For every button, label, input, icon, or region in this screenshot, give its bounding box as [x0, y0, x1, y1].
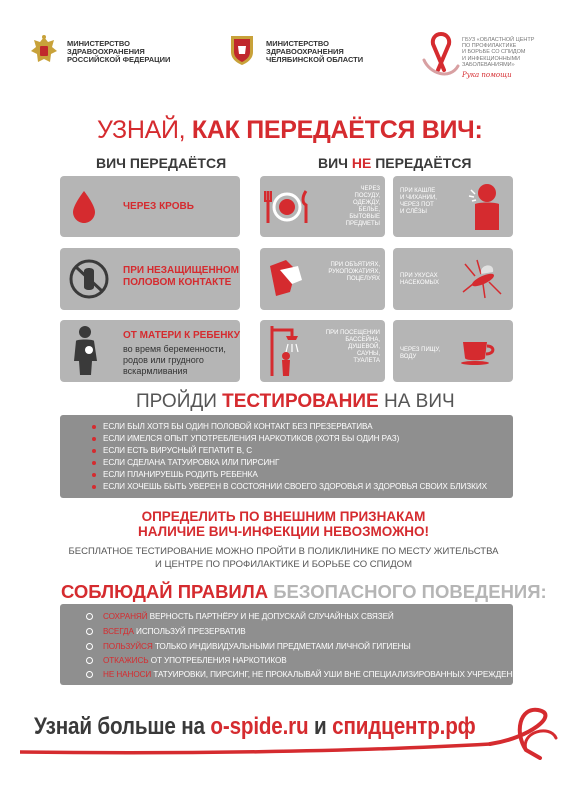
rules-list-item	[86, 670, 524, 679]
tile-caption	[326, 186, 380, 228]
caption-line: ЧЕРЕЗ	[360, 186, 380, 192]
org-chel	[266, 40, 363, 64]
footer-link-spidcentr[interactable]: спидцентр.рф	[332, 713, 476, 740]
info-line: И ЦЕНТРЕ ПО ПРОФИЛАКТИКЕ И БОРЬБЕ СО СПИДОМ	[154, 559, 412, 570]
testing-heading-accent: ТЕСТИРОВАНИЕ	[222, 391, 379, 412]
item-text: ЕСЛИ СДЕЛАНА ТАТУИРОВКА ИЛИ ПИРСИНГ	[103, 458, 280, 467]
caption-line: БАССЕЙНА,	[345, 337, 380, 343]
tile-caption	[316, 262, 380, 283]
org-chel-line: ЗДРАВООХРАНЕНИЯ	[266, 47, 344, 56]
sneezing-person-icon	[465, 182, 505, 232]
org-center-line: И ИНФЕКЦИОННЫМИ	[462, 55, 521, 62]
org-center-line: И БОРЬБЕ СО СПИДОМ	[462, 49, 526, 56]
rule-rest: ИСПОЛЬЗУЙ ПРЕЗЕРВАТИВ	[133, 627, 246, 636]
footer-part: Узнай больше на	[34, 713, 211, 740]
caption-line: ДУШЕВОЙ,	[348, 344, 380, 350]
caption-line: САУНЫ,	[356, 351, 380, 357]
testing-list-item	[92, 422, 373, 431]
rules-list-item	[86, 612, 394, 621]
caption-line: И ЧИХАНИИ,	[400, 195, 437, 201]
heading-prefix: ВИЧ	[318, 155, 352, 171]
rules-heading-accent: СОБЛЮДАЙ ПРАВИЛА	[61, 581, 269, 602]
shower-icon	[266, 324, 302, 378]
tile-label-line: ПОЛОВОМ КОНТАКТЕ	[123, 277, 232, 288]
testing-heading-part: ПРОЙДИ	[136, 391, 223, 412]
org-slogan: Рука помощи	[462, 71, 512, 79]
dishes-icon	[264, 187, 310, 227]
rules-list-item	[86, 656, 287, 665]
bullet-icon	[92, 425, 96, 429]
item-text: ЕСЛИ ПЛАНИРУЕШЬ РОДИТЬ РЕБЕНКА	[103, 470, 258, 479]
tile-label	[123, 201, 194, 213]
org-rf-line: ЗДРАВООХРАНЕНИЯ	[67, 47, 145, 56]
ring-bullet-icon	[86, 657, 93, 664]
caption-line: ЧЕРЕЗ ПОТ	[400, 202, 434, 208]
org-rf-line: РОССИЙСКОЙ ФЕДЕРАЦИИ	[67, 55, 171, 64]
tile-label-line: ПРИ НЕЗАЩИЩЕННОМ	[123, 265, 239, 276]
bullet-icon	[92, 449, 96, 453]
testing-list-item	[92, 470, 258, 479]
not-transmitted-tile-pool	[260, 320, 385, 382]
item-text: ЕСЛИ ХОЧЕШЬ БЫТЬ УВЕРЕН В СОСТОЯНИИ СВОЕГО ЗДОРОВЬЯ И ЗДОРОВЬЯ СВОИХ БЛИЗКИХ	[103, 482, 487, 491]
condom-prohibited-icon	[68, 258, 110, 300]
tile-sub	[123, 344, 226, 377]
org-rf	[67, 40, 170, 64]
caption-line: ТУАЛЕТА	[353, 358, 380, 364]
warning-line: ОПРЕДЕЛИТЬ ПО ВНЕШНИМ ПРИЗНАКАМ	[141, 509, 426, 524]
rules-list-item	[86, 642, 411, 651]
blood-drop-icon	[71, 190, 97, 224]
rule-key: ВСЕГДА	[103, 627, 134, 636]
org-rf-line: МИНИСТЕРСТВО	[67, 39, 130, 48]
testing-list-item	[92, 434, 399, 443]
column-not-transmitted-heading	[318, 155, 472, 171]
rule-key: ПОЛЬЗУЙСЯ	[103, 642, 153, 651]
tile-caption	[400, 188, 437, 216]
caption-line: ПОСУДУ,	[354, 193, 380, 199]
rules-heading-rest: БЕЗОПАСНОГО ПОВЕДЕНИЯ:	[268, 581, 547, 602]
caption-line: И СЛЁЗЫ	[400, 209, 427, 215]
rule-rest: ТАТУИРОВКИ, ПИРСИНГ, НЕ ПРОКАЛЫВАЙ УШИ ВНЕ СПЕЦИАЛИЗИРОВАННЫХ УЧРЕЖДЕНИЙ	[151, 670, 524, 679]
heading-not-word: НЕ	[351, 155, 372, 171]
handshake-icon	[266, 256, 306, 300]
rule-rest: ОТ УПОТРЕБЛЕНИЯ НАРКОТИКОВ	[148, 656, 287, 665]
heading-suffix: ПЕРЕДАЁТСЯ	[371, 155, 472, 171]
transmitted-tile-blood	[60, 176, 240, 237]
transmitted-tile-mother	[60, 320, 240, 382]
caption-line: НАСЕКОМЫХ	[400, 280, 439, 286]
rule-key: ОТКАЖИСЬ	[103, 656, 149, 665]
ring-bullet-icon	[86, 613, 93, 620]
transmitted-tile-sexual	[60, 248, 240, 310]
rules-list-item	[86, 627, 246, 636]
russian-emblem-icon	[28, 34, 60, 68]
footer-text	[34, 713, 476, 741]
mother-child-icon	[70, 325, 102, 377]
bullet-icon	[92, 473, 96, 477]
testing-heading	[136, 391, 455, 413]
footer-part: и	[308, 713, 333, 740]
rule-key: СОХРАНЯЙ	[103, 612, 148, 621]
rule-rest: ТОЛЬКО ИНДИВИДУАЛЬНЫМИ ПРЕДМЕТАМИ ЛИЧНОЙ ГИГИЕНЫ	[152, 642, 411, 651]
item-text: ЕСЛИ БЫЛ ХОТЯ БЫ ОДИН ПОЛОВОЙ КОНТАКТ БЕЗ ПРЕЗЕРВАТИВА	[103, 422, 373, 431]
not-transmitted-tile-insects	[393, 248, 513, 310]
title-part-2: КАК ПЕРЕДАЁТСЯ ВИЧ:	[191, 116, 483, 144]
warning-line: НАЛИЧИЕ ВИЧ-ИНФЕКЦИИ НЕВОЗМОЖНО!	[137, 524, 430, 539]
tile-sub-line: во время беременности,	[123, 344, 226, 354]
org-center-line: ЗАБОЛЕВАНИЯМИ»	[462, 61, 515, 68]
warning-text	[0, 509, 567, 539]
caption-line: ПОЦЕЛУЯХ	[346, 276, 380, 282]
tile-label	[123, 330, 240, 342]
testing-list-item	[92, 458, 279, 467]
rule-rest: ВЕРНОСТЬ ПАРТНЁРУ И НЕ ДОПУСКАЙ СЛУЧАЙНЫХ СВЯЗЕЙ	[147, 612, 394, 621]
caption-line: БЕЛЬЕ,	[358, 207, 380, 213]
caption-line: ПРИ УКУСАХ	[400, 273, 438, 279]
bullet-icon	[92, 461, 96, 465]
org-center	[462, 37, 534, 68]
tile-caption	[400, 347, 440, 361]
testing-heading-part: НА ВИЧ	[378, 391, 455, 412]
column-transmitted-heading: ВИЧ ПЕРЕДАЁТСЯ	[96, 155, 227, 171]
page-title	[97, 116, 482, 145]
rule-key: НЕ НАНОСИ	[103, 670, 152, 679]
caption-line: ВОДУ	[400, 354, 417, 360]
tile-label-line: ЧЕРЕЗ КРОВЬ	[123, 201, 194, 212]
bullet-icon	[92, 485, 96, 489]
not-transmitted-tile-hugs	[260, 248, 385, 310]
org-chel-line: МИНИСТЕРСТВО	[266, 39, 329, 48]
footer-link-o-spide[interactable]: o-spide.ru	[210, 713, 309, 740]
caption-line: ОДЕЖДУ,	[353, 200, 380, 206]
info-line: БЕСПЛАТНОЕ ТЕСТИРОВАНИЕ МОЖНО ПРОЙТИ В ПОЛИКЛИНИКЕ ПО МЕСТУ ЖИТЕЛЬСТВА	[68, 546, 499, 557]
cup-icon	[461, 338, 501, 366]
aids-center-logo-icon	[420, 30, 462, 82]
tile-label-line: ОТ МАТЕРИ К РЕБЕНКУ	[123, 330, 241, 341]
caption-line: БЫТОВЫЕ ПРЕДМЕТЫ	[345, 214, 380, 227]
rules-heading	[61, 581, 547, 603]
caption-line: РУКОПОЖАТИЯХ,	[328, 269, 380, 275]
title-part-1: УЗНАЙ,	[97, 116, 192, 144]
free-testing-info	[0, 545, 567, 571]
tile-sub-line: родов или грудного	[123, 355, 204, 365]
caption-line: ЧЕРЕЗ ПИЩУ,	[400, 347, 441, 353]
ring-bullet-icon	[86, 643, 93, 650]
not-transmitted-tile-food	[393, 320, 513, 382]
not-transmitted-tile-dishes	[260, 176, 385, 237]
item-text: ЕСЛИ ЕСТЬ ВИРУСНЫЙ ГЕПАТИТ В, С	[103, 446, 253, 455]
org-center-line: ПО ПРОФИЛАКТИКЕ	[462, 43, 517, 50]
caption-line: ПРИ ПОСЕЩЕНИИ	[325, 330, 380, 336]
caption-line: ПРИ ОБЪЯТИЯХ,	[330, 262, 380, 268]
mosquito-icon	[459, 256, 507, 300]
ring-bullet-icon	[86, 671, 93, 678]
chelyabinsk-emblem-icon	[228, 34, 256, 66]
not-transmitted-tile-cough	[393, 176, 513, 237]
item-text: ЕСЛИ ИМЕЛСЯ ОПЫТ УПОТРЕБЛЕНИЯ НАРКОТИКОВ (ХОТЯ БЫ ОДИН РАЗ)	[103, 434, 400, 443]
tile-sub-line: вскармливания	[123, 366, 188, 376]
tile-label	[123, 265, 239, 289]
org-chel-line: ЧЕЛЯБИНСКОЙ ОБЛАСТИ	[266, 55, 364, 64]
org-center-line: ГБУЗ «ОБЛАСТНОЙ ЦЕНТР	[462, 37, 535, 43]
tile-caption	[316, 330, 380, 365]
bullet-icon	[92, 437, 96, 441]
ring-bullet-icon	[86, 628, 93, 635]
testing-list-item	[92, 446, 252, 455]
testing-list-item	[92, 482, 487, 491]
caption-line: ПРИ КАШЛЕ	[400, 188, 436, 194]
tile-caption	[400, 273, 439, 287]
